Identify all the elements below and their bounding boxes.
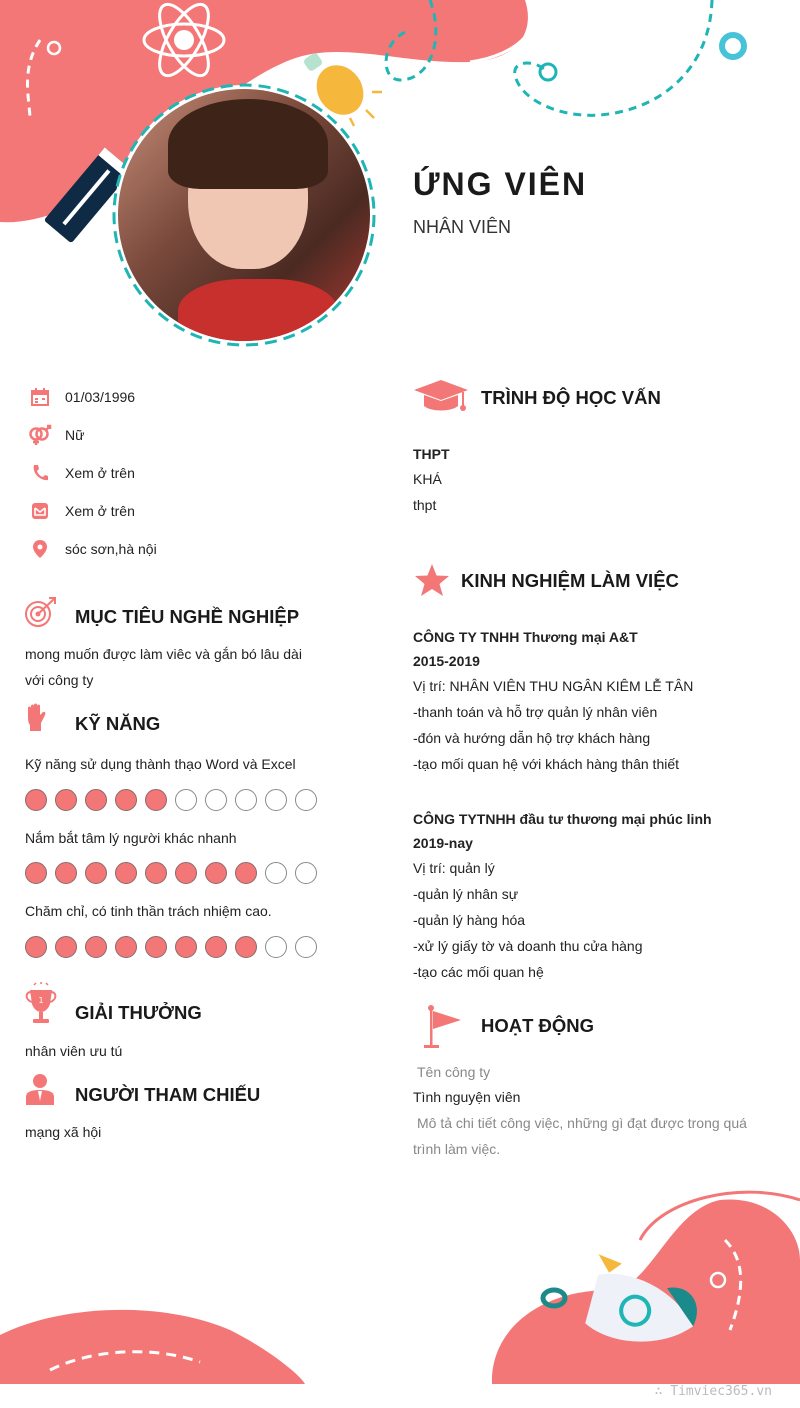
- rating-dot-filled: [55, 862, 77, 884]
- rating-dot-filled: [235, 936, 257, 958]
- rating-dot-filled: [85, 862, 107, 884]
- rating-dot-filled: [175, 862, 197, 884]
- job-2-line: -quản lý hàng hóa: [413, 912, 526, 928]
- job-2-period: 2019-nay: [413, 835, 473, 851]
- job-1-line: Vị trí: NHÂN VIÊN THU NGÂN KIÊM LỄ TÂN: [413, 678, 694, 694]
- email-text[interactable]: Xem ở trên: [65, 503, 135, 519]
- job-2-company: CÔNG TYTNHH đầu tư thương mại phúc linh: [413, 811, 712, 827]
- phone-text[interactable]: Xem ở trên: [65, 465, 135, 481]
- avatar: [118, 89, 370, 341]
- rating-dot-filled: [25, 789, 47, 811]
- job-1-line: -đón và hướng dẫn hộ trợ khách hàng: [413, 730, 651, 746]
- objective-title: MỤC TIÊU NGHỀ NGHIỆP: [75, 606, 300, 627]
- education-title: TRÌNH ĐỘ HỌC VẤN: [481, 387, 661, 408]
- job-2-line: -tạo các mối quan hệ: [413, 964, 544, 980]
- rating-dot-empty: [235, 789, 257, 811]
- trophy-icon: [24, 982, 58, 1026]
- rating-dot-empty: [295, 862, 317, 884]
- education-grade: KHÁ: [413, 471, 442, 487]
- rating-dot-filled: [205, 936, 227, 958]
- target-icon: [24, 596, 58, 630]
- flag-icon: [421, 1004, 463, 1050]
- rating-dot-filled: [55, 789, 77, 811]
- birthdate-text: 01/03/1996: [65, 389, 136, 405]
- address-text: sóc sơn,hà nội: [65, 541, 157, 557]
- education-school: THPT: [413, 446, 450, 462]
- rating-dot-empty: [175, 789, 197, 811]
- awards-title: GIẢI THƯỞNG: [75, 1002, 202, 1023]
- rating-dot-filled: [85, 789, 107, 811]
- rating-dot-empty: [295, 936, 317, 958]
- job-1-company: CÔNG TY TNHH Thương mại A&T: [413, 629, 638, 645]
- job-2-line: -quản lý nhân sự: [413, 886, 519, 902]
- activity-role: Tình nguyện viên: [413, 1089, 521, 1105]
- activity-org: Tên công ty: [417, 1064, 491, 1080]
- skill-name-3: Chăm chỉ, có tinh thần trách nhiệm cao.: [25, 903, 272, 919]
- activity-desc-line-2: trình làm việc.: [413, 1141, 501, 1157]
- candidate-position: NHÂN VIÊN: [413, 217, 512, 237]
- gender-row: [28, 423, 85, 447]
- references-title: NGƯỜI THAM CHIẾU: [75, 1084, 261, 1105]
- rating-dot-filled: [205, 862, 227, 884]
- svg-text:1: 1: [38, 996, 44, 1005]
- rating-dot-filled: [235, 862, 257, 884]
- hand-icon: [25, 703, 47, 733]
- rating-dot-empty: [295, 789, 317, 811]
- job-1-line: -tạo mối quan hệ với khách hàng thân thiết: [413, 756, 680, 772]
- activity-desc-line-1: Mô tả chi tiết công việc, những gì đạt được trong quá: [417, 1115, 747, 1131]
- activities-title: HOẠT ĐỘNG: [481, 1015, 595, 1036]
- references-text: mạng xã hội: [25, 1124, 102, 1140]
- calendar-icon: [28, 385, 52, 409]
- experience-title: KINH NGHIỆM LÀM VIỆC: [461, 570, 679, 591]
- rating-dot-filled: [55, 936, 77, 958]
- star-icon: [414, 563, 450, 597]
- location-pin-icon: [28, 537, 52, 561]
- gender-text: Nữ: [65, 427, 85, 443]
- rating-dot-empty: [205, 789, 227, 811]
- awards-text: nhân viên ưu tú: [25, 1043, 123, 1059]
- phone-icon: [28, 461, 52, 485]
- objective-line-2: với công ty: [25, 672, 94, 688]
- bottom-left-coral-blob: [0, 1310, 305, 1384]
- person-icon: [25, 1073, 55, 1105]
- job-2-line: -xử lý giấy tờ và doanh thu cửa hàng: [413, 938, 643, 954]
- rating-dot-filled: [175, 936, 197, 958]
- candidate-name: ỨNG VIÊN: [413, 166, 588, 202]
- rating-dot-empty: [265, 936, 287, 958]
- birthdate-row: [28, 385, 136, 409]
- watermark: ∴ Timviec365.vn: [654, 1384, 772, 1399]
- graduation-cap-icon: [413, 378, 469, 414]
- skill-rating-1: [25, 789, 317, 811]
- rating-dot-filled: [145, 936, 167, 958]
- skill-name-2: Nắm bắt tâm lý người khác nhanh: [25, 830, 237, 846]
- education-detail: thpt: [413, 497, 437, 513]
- skills-title: KỸ NĂNG: [75, 713, 161, 734]
- rating-dot-filled: [115, 862, 137, 884]
- skill-name-1: Kỹ năng sử dụng thành thạo Word và Excel: [25, 756, 296, 772]
- gender-icon: [28, 423, 52, 447]
- rating-dot-filled: [145, 862, 167, 884]
- rating-dot-filled: [145, 789, 167, 811]
- objective-line-1: mong muốn được làm viêc và gắn bó lâu dài: [25, 646, 302, 662]
- rating-dot-filled: [25, 862, 47, 884]
- rating-dot-filled: [115, 936, 137, 958]
- job-1-line: -thanh toán và hỗ trợ quản lý nhân viên: [413, 704, 658, 720]
- skill-rating-3: [25, 936, 317, 958]
- email-icon: [28, 499, 52, 523]
- rating-dot-empty: [265, 789, 287, 811]
- rating-dot-empty: [265, 862, 287, 884]
- rating-dot-filled: [25, 936, 47, 958]
- rating-dot-filled: [85, 936, 107, 958]
- phone-row: [28, 461, 135, 485]
- rating-dot-filled: [115, 789, 137, 811]
- job-2-line: Vị trí: quản lý: [413, 860, 495, 876]
- skill-rating-2: [25, 862, 317, 884]
- job-1-period: 2015-2019: [413, 653, 480, 669]
- address-row: [28, 537, 157, 561]
- email-row: [28, 499, 135, 523]
